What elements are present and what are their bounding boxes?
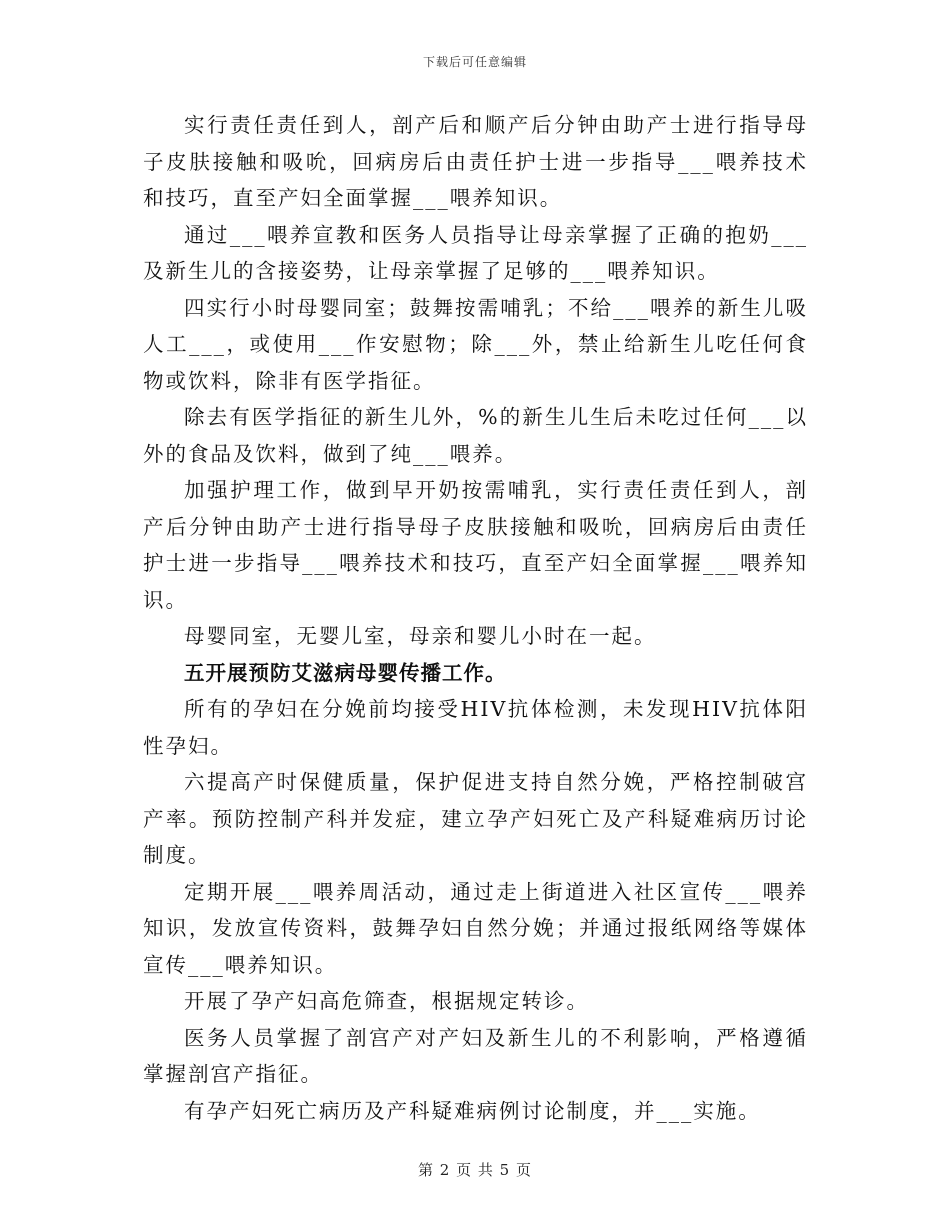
paragraph: 定期开展___喂养周活动，通过走上街道进入社区宣传___喂养知识，发放宣传资料，鼓舞孕妇自然分娩；并通过报纸网络等媒体宣传___喂养知识。 xyxy=(143,879,808,977)
document-body xyxy=(143,107,808,1129)
page-header: 下载后可任意编辑 xyxy=(422,55,527,69)
paragraph: 有孕产妇死亡病历及产科疑难病例讨论制度，并___实施。 xyxy=(184,1098,761,1123)
paragraph: 母婴同室，无婴儿室，母亲和婴儿小时在一起。 xyxy=(184,624,657,648)
page-footer: 第 2 页 共 5 页 xyxy=(418,1161,532,1179)
paragraph: 四实行小时母婴同室；鼓舞按需哺乳；不给___喂养的新生儿吸人工___，或使用___作安慰物；除___外，禁止给新生儿吃任何食物或饮料，除非有医学指征。 xyxy=(143,295,808,393)
paragraph: 医务人员掌握了剖宫产对产妇及新生儿的不利影响，严格遵循掌握剖宫产指征。 xyxy=(143,1025,808,1086)
paragraph: 六提高产时保健质量，保护促进支持自然分娩，严格控制破宫产率。预防控制产科并发症，建立孕产妇死亡及产科疑难病历讨论制度。 xyxy=(143,770,808,867)
paragraph: 通过___喂养宣教和医务人员指导让母亲掌握了正确的抱奶___及新生儿的含接姿势，让母亲掌握了足够的___喂养知识。 xyxy=(143,222,808,283)
paragraph: 实行责任责任到人，剖产后和顺产后分钟由助产士进行指导母子皮肤接触和吸吮，回病房后由责任护士进一步指导___喂养技术和技巧，直至产妇全面掌握___喂养知识。 xyxy=(143,113,808,210)
paragraph: 除去有医学指征的新生儿外，%的新生儿生后未吃过任何___以外的食品及饮料，做到了纯___喂养。 xyxy=(143,405,808,466)
paragraph: 所有的孕妇在分娩前均接受HIV抗体检测，未发现HIV抗体阳性孕妇。 xyxy=(143,697,808,758)
paragraph: 开展了孕产妇高危筛查，根据规定转诊。 xyxy=(184,989,589,1013)
section-heading: 五开展预防艾滋病母婴传播工作。 xyxy=(184,660,507,685)
paragraph: 加强护理工作，做到早开奶按需哺乳，实行责任责任到人，剖产后分钟由助产士进行指导母子皮肤接触和吸吮，回病房后由责任护士进一步指导___喂养技术和技巧，直至产妇全面掌握___喂养知识。 xyxy=(143,478,808,612)
